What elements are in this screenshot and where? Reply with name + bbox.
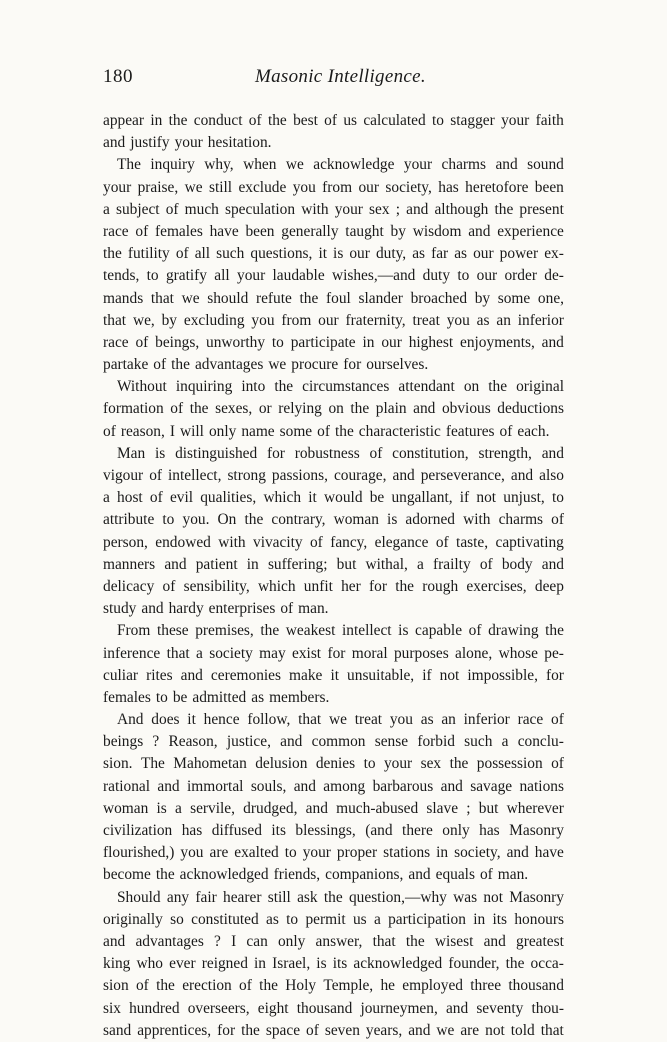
text-line: a subject of much speculation with your sex ; and although the present [103,200,564,218]
text-line: that we, by excluding you from our fraternity, treat you as an inferior [103,311,564,329]
text-line: The inquiry why, when we acknowledge your charms and sound [117,156,564,174]
text-line: sion of the erection of the Holy Temple, he employed three thousand [103,977,564,995]
text-line: of reason, I will only name some of the characteristic features of each. [103,422,550,440]
text-line: the futility of all such questions, it is our duty, as far as our power ex- [103,245,564,263]
text-line: From these premises, the weakest intellect is capable of drawing the [117,622,564,640]
text-line: vigour of intellect, strong passions, courage, and perseverance, and also [103,467,564,484]
page-header [103,66,563,90]
text-line: and justify your hesitation. [103,134,272,152]
text-line: formation of the sexes, or relying on the plain and obvious deductions [103,400,564,418]
text-line: a host of evil qualities, which it would be ungallant, if not unjust, to [103,489,564,507]
text-line: tends, to gratify all your laudable wishes,—and duty to our order de- [103,267,564,285]
body-text [103,110,564,1042]
page-number: 180 [103,66,133,87]
text-line: flourished,) you are exalted to your proper stations in society, and have [103,844,564,862]
running-head: Masonic Intelligence. [255,66,426,87]
text-line: woman is a servile, drudged, and much-abused slave ; but wherever [103,799,564,817]
text-line: person, endowed with vivacity of fancy, elegance of taste, captivating [103,533,564,551]
text-line: six hundred overseers, eight thousand journeymen, and seventy thou- [103,999,564,1017]
text-line: become the acknowledged friends, companions, and equals of man. [103,866,529,884]
text-line: Without inquiring into the circumstances attendant on the original [117,378,564,396]
text-line: females to be admitted as members. [103,688,330,706]
text-line: sand apprentices, for the space of seven years, and we are not told that [103,1021,564,1039]
text-line: civilization has diffused its blessings, (and there only has Masonry [103,822,564,839]
text-line: originally so constituted as to permit us a participation in its honours [103,910,564,928]
text-line: race of females have been generally taught by wisdom and experience [103,222,564,240]
text-line: culiar rites and ceremonies make it unsuitable, if not impossible, for [103,666,564,684]
text-line: And does it hence follow, that we treat you as an inferior race of [117,711,564,729]
text-line: manners and patient in suffering; but withal, a frailty of body and [103,555,564,573]
text-line: king who ever reigned in Israel, is its acknowledged founder, the occa- [103,955,564,973]
text-line: partake of the advantages we procure for ourselves. [103,356,429,374]
text-line: inference that a society may exist for moral purposes alone, whose pe- [103,644,564,662]
text-line: delicacy of sensibility, which unfit her for the rough exercises, deep [103,577,564,595]
text-line: mands that we should refute the foul slander broached by some one, [103,289,564,307]
text-line: Man is distinguished for robustness of constitution, strength, and [117,444,564,462]
text-line: beings ? Reason, justice, and common sense forbid such a conclu- [103,733,564,751]
text-line: attribute to you. On the contrary, woman is adorned with charms of [103,511,564,529]
text-line: and advantages ? I can only answer, that the wisest and greatest [103,932,564,950]
text-line: your praise, we still exclude you from our society, has heretofore been [103,178,564,196]
text-line: Should any fair hearer still ask the question,—why was not Masonry [117,888,564,906]
text-line: appear in the conduct of the best of us calculated to stagger your faith [103,112,564,129]
text-line: sion. The Mahometan delusion denies to your sex the possession of [103,755,564,773]
text-line: rational and immortal souls, and among barbarous and savage nations [103,777,564,795]
text-line: study and hardy enterprises of man. [103,600,329,618]
text-line: race of beings, unworthy to participate in our highest enjoyments, and [103,333,564,351]
